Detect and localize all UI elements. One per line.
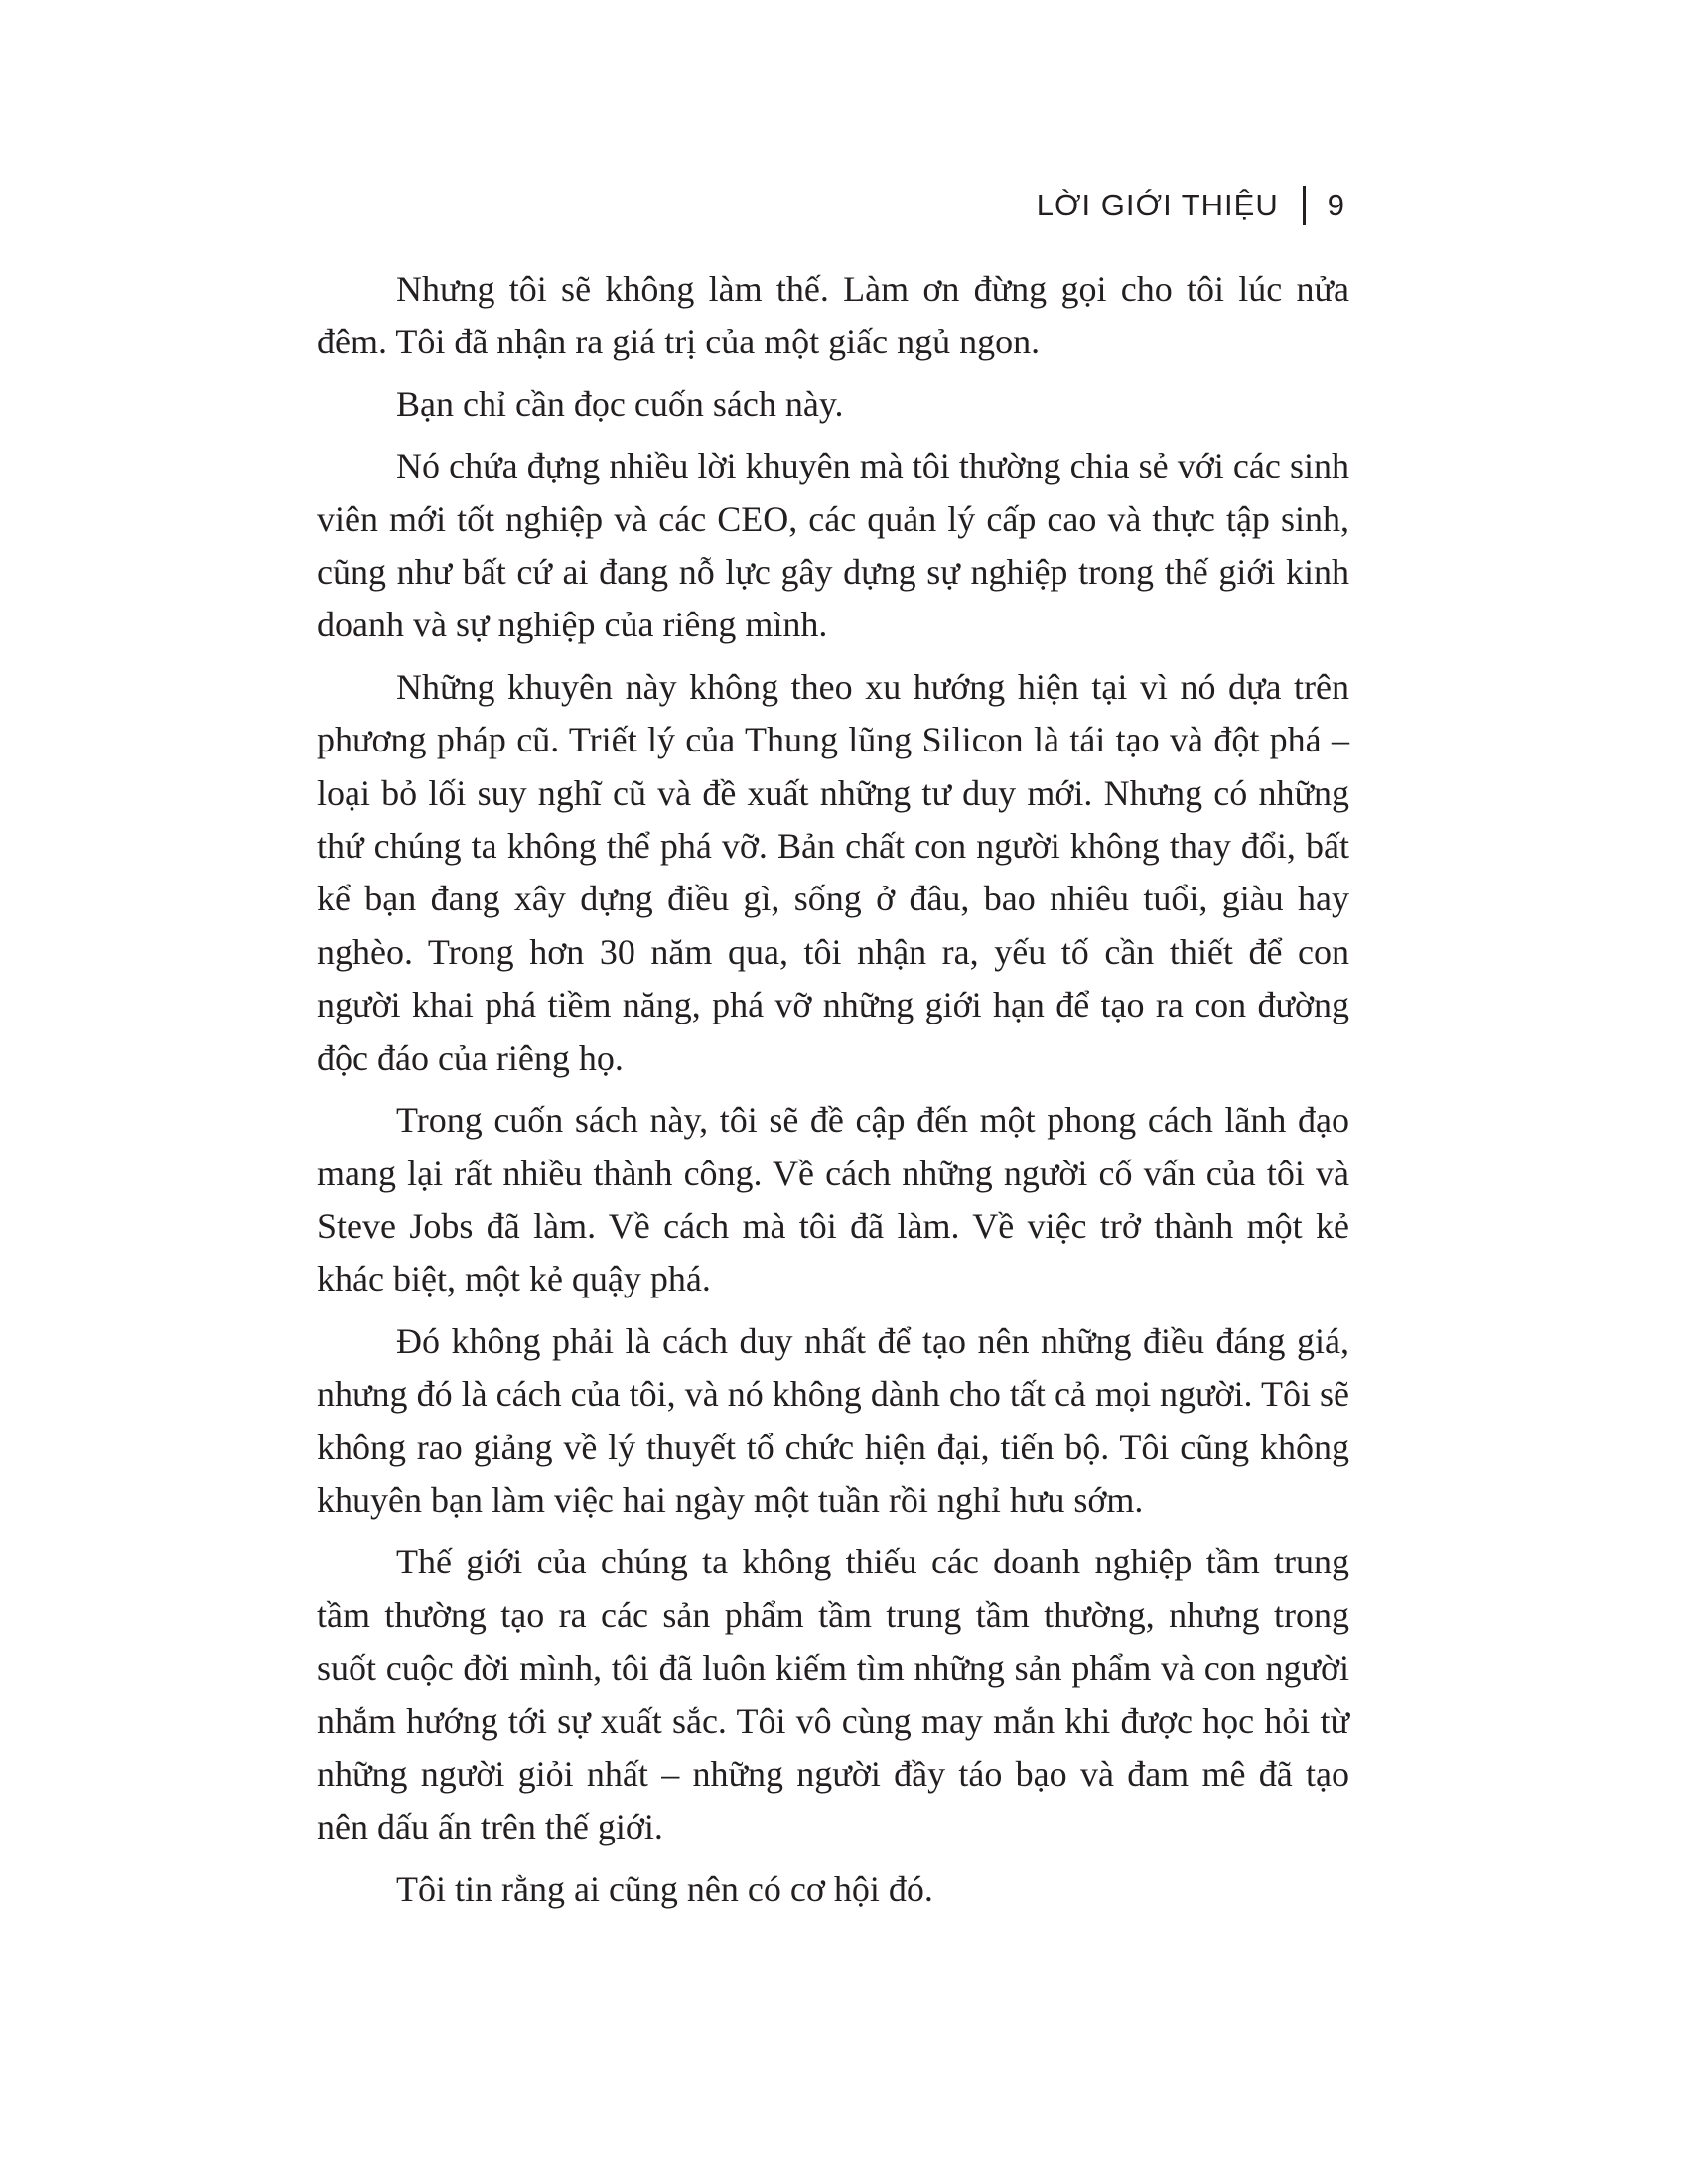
- body-text: [317, 263, 1349, 1925]
- section-title: LỜI GIỚI THIỆU: [1036, 188, 1279, 222]
- paragraph: Đó không phải là cách duy nhất để tạo nên những điều đáng giá, nhưng đó là cách của tôi, và nó không dành cho tất cả mọi người. Tôi sẽ không rao giảng về lý thuyết tổ chức hiện đại, tiến bộ. Tôi cũng không khuyên bạn làm việc hai ngày một tuần rồi nghỉ hưu sớm.: [317, 1320, 1349, 1520]
- header-separator: [1303, 186, 1306, 225]
- paragraph: Nó chứa đựng nhiều lời khuyên mà tôi thường chia sẻ với các sinh viên mới tốt nghiệp và các CEO, các quản lý cấp cao và thực tập sinh, cũng như bất cứ ai đang nỗ lực gây dựng sự nghiệp trong thế giới kinh doanh và sự nghiệp của riêng mình.: [317, 446, 1349, 645]
- running-header: [1037, 182, 1345, 229]
- paragraph: Những khuyên này không theo xu hướng hiện tại vì nó dựa trên phương pháp cũ. Triết lý của Thung lũng Silicon là tái tạo và đột phá – loại bỏ lối suy nghĩ cũ và đề xuất những tư duy mới. Nhưng có những thứ chúng ta không thể phá vỡ. Bản chất con người không thay đổi, bất kể bạn đang xây dựng điều gì, sống ở đâu, bao nhiêu tuổi, giàu hay nghèo. Trong hơn 30 năm qua, tôi nhận ra, yếu tố cần thiết để con người khai phá tiềm năng, phá vỡ những giới hạn để tạo ra con đường độc đáo của riêng họ.: [317, 666, 1349, 1078]
- paragraph: Thế giới của chúng ta không thiếu các doanh nghiệp tầm trung tầm thường tạo ra các sản phẩm tầm trung tầm thường, nhưng trong suốt cuộc đời mình, tôi đã luôn kiếm tìm những sản phẩm và con người nhắm hướng tới sự xuất sắc. Tôi vô cùng may mắn khi được học hỏi từ những người giỏi nhất – những người đầy táo bạo và đam mê đã tạo nên dấu ấn trên thế giới.: [317, 1542, 1349, 1847]
- paragraph: Nhưng tôi sẽ không làm thế. Làm ơn đừng gọi cho tôi lúc nửa đêm. Tôi đã nhận ra giá trị của một giấc ngủ ngon.: [317, 269, 1349, 362]
- paragraph: Bạn chỉ cần đọc cuốn sách này.: [396, 383, 844, 424]
- paragraph: Trong cuốn sách này, tôi sẽ đề cập đến một phong cách lãnh đạo mang lại rất nhiều thành công. Về cách những người cố vấn của tôi và Steve Jobs đã làm. Về cách mà tôi đã làm. Về việc trở thành một kẻ khác biệt, một kẻ quậy phá.: [317, 1100, 1349, 1299]
- page-number: 9: [1327, 188, 1345, 222]
- paragraph: Tôi tin rằng ai cũng nên có cơ hội đó.: [396, 1868, 933, 1909]
